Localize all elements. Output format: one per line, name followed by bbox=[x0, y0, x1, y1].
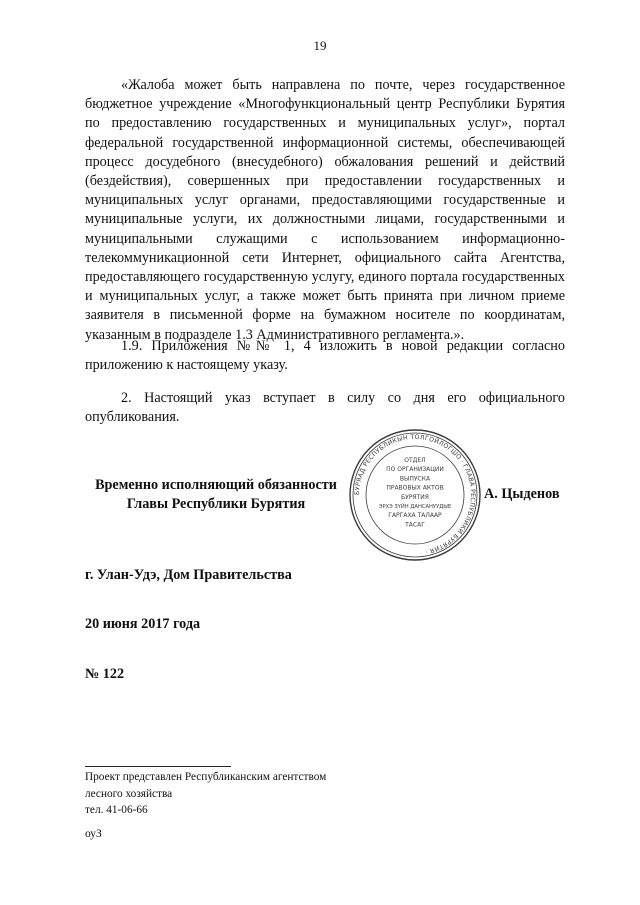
seal-text-line: ОТДЕЛ bbox=[404, 457, 426, 464]
seal-text-line: ВЫПУСКА bbox=[399, 475, 431, 483]
signatory-position bbox=[85, 476, 347, 514]
seal-text-line: ПРАВОВЫХ АКТОВ bbox=[386, 484, 444, 492]
page-number: 19 bbox=[313, 38, 327, 53]
footnote bbox=[85, 769, 326, 819]
footnote-divider bbox=[85, 766, 231, 767]
paragraph-effective-date: 2. Настоящий указ вступает в силу со дня его официального опубликования. bbox=[85, 390, 565, 426]
paragraph-complaint: «Жалоба может быть направлена по почте, через государственное бюджетное учреждение «Многофункциональный центр Республики Бурятия по предоставлению государственных и муниципальных услуг», портал федеральной государственной информационной системы, обеспечивающей процесс досудебного (внесудебного) обжалования решений и действий (бездействия), совершенных при предоставлении государственных и муниципальных услуг органами, предоставляющими государственные и муниципальные услуги, их должностными лицами, государственными и муниципальными служащими с использованием информационно-телекоммуникационной сети Интернет, официального сайта Агентства, предоставляющего государственную услугу, единого портала государственных и муниципальных услуг, а также может быть принята при личном приеме заявителя в письменной форме на бумажном носителе по координатам, указанным в подразделе 1.3 Административного регламента.». bbox=[85, 77, 565, 343]
seal-text-line: ГАРГАХА ТАЛААР bbox=[388, 512, 442, 520]
footnote-line2: лесного хозяйства bbox=[85, 787, 173, 800]
signing-place: г. Улан-Удэ, Дом Правительства bbox=[85, 567, 292, 583]
official-seal bbox=[348, 428, 482, 562]
signatory-name: А. Цыденов bbox=[484, 486, 560, 502]
decree-number: № 122 bbox=[85, 666, 125, 682]
seal-text-line: ЭРХЭ ЗҮЙН ДАНСАНУУДЫЕ bbox=[378, 504, 452, 510]
seal-text-line: ПО ОРГАНИЗАЦИИ bbox=[386, 466, 444, 474]
document-code: оуЗ bbox=[85, 828, 102, 840]
signing-date: 20 июня 2017 года bbox=[85, 616, 201, 632]
signatory-position-line1: Временно исполняющий обязанности bbox=[95, 477, 337, 493]
seal-ring-text: БУРЯАД РЕСПУБЛИКЫН ТОЛГОЙЛОГШО · ГЛАВА РЕСПУБЛИКИ БУРЯТИЯ · bbox=[353, 433, 477, 556]
seal-text-line: ТАСАГ bbox=[405, 521, 425, 529]
signatory-position-line2: Главы Республики Бурятия bbox=[126, 496, 306, 513]
paragraph-appendices: 1.9. Приложения №№ 1, 4 изложить в новой редакции согласно приложению к настоящему указу. bbox=[85, 338, 565, 374]
footnote-phone: тел. 41-06-66 bbox=[85, 804, 148, 816]
seal-text-line: БУРЯТИЯ bbox=[401, 493, 429, 501]
footnote-line1: Проект представлен Республиканским агентством bbox=[85, 771, 327, 783]
